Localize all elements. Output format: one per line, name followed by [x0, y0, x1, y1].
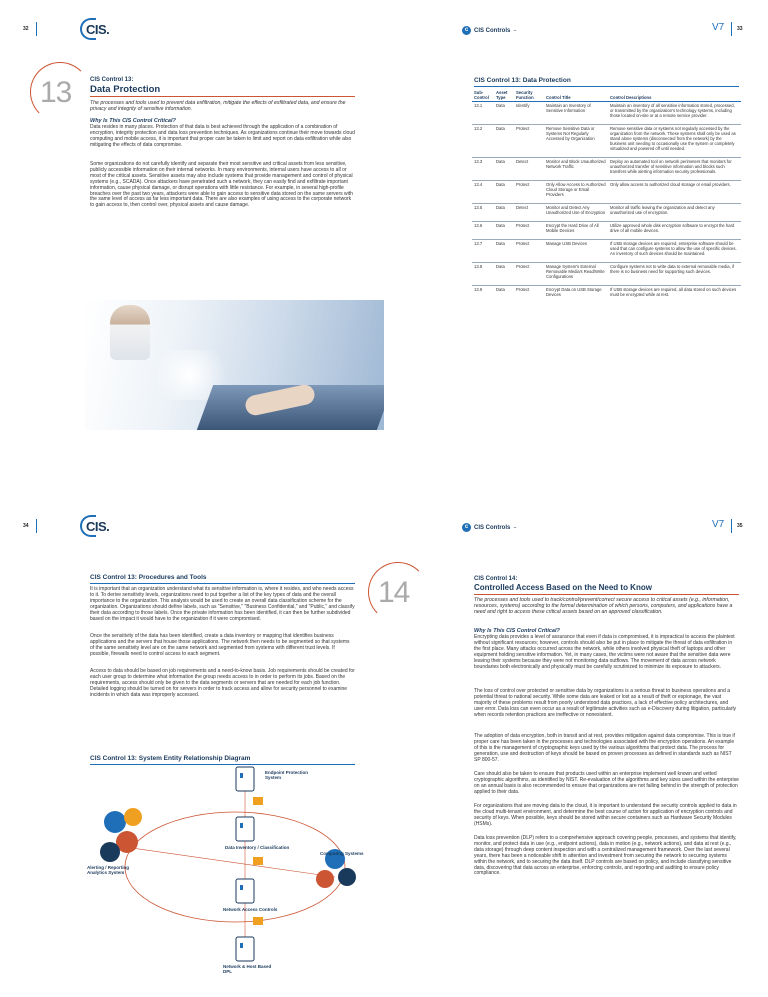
cell-control-title: Encrypt Data on USB Storage Devices: [544, 286, 608, 304]
label-nac: Network Access Controls: [223, 907, 278, 912]
cell-control-description: Monitor all traffic leaving the organization and detect any unauthorized use of encryption.: [608, 204, 741, 222]
control-title: Controlled Access Based on the Need to Know: [474, 583, 652, 592]
page-divider: [731, 519, 732, 533]
controls-table: [472, 89, 741, 303]
nac-server-icon: [236, 879, 254, 903]
version-label: V7: [712, 519, 725, 530]
table-row: [472, 263, 741, 286]
cell-control-title: Monitor and Block Unauthorized Network Traffic: [544, 158, 608, 181]
label-computing: Computing Systems: [320, 851, 364, 856]
cell-subcontrol: 13.3: [472, 158, 494, 181]
header-security-function: Security Function: [514, 89, 544, 102]
diagram-orbit: [125, 812, 345, 922]
cis-controls-logo-icon: c: [462, 26, 471, 35]
paragraph-2: Some organizations do not carefully identify and separate their most sensitive and critical assets from less sensitive, publicly accessible information on their internal networks. In many environments, internal users have access to all or most of the critical assets. Sensitive assets may also include systems that provide management and control of physical systems (e.g., SCADA). Once attackers have penetrated such a network, they can easily find and exfiltrate important information, cause physical damage, or disrupt operations with little resistance. For example, in several high-profile breaches over the past two years, attackers were able to gain access to sensitive data stored on the same servers with the same level of access as far less important data. There are also examples of using access to the corporate network to gain access to, then control over, physical assets and cause damage.: [90, 161, 353, 209]
cell-asset-type: Data: [494, 102, 514, 125]
table-row: [472, 286, 741, 304]
lock-icon: [253, 797, 263, 925]
cis-logo-arc-icon: [80, 515, 96, 537]
alerting-cluster-icon: [100, 808, 142, 862]
page-number: 32: [23, 26, 29, 32]
cell-subcontrol: 13.9: [472, 286, 494, 304]
page-32: [0, 0, 384, 497]
cell-asset-type: Data: [494, 181, 514, 204]
cell-security-function: Protect: [514, 222, 544, 240]
cis-logo: CIS.: [86, 22, 109, 37]
control-number: 14: [378, 576, 410, 609]
paragraph-3: The adoption of data encryption, both in transit and at rest, provides mitigation against data compromise. This is true if proper care has been taken in the processes and technologies associated with the encryption operations. An example of this is the management of cryptographic keys used by the various algorithms that protect data. The process for generation, use and destruction of keys should be based on proven processes as defined in standards such as NIST SP 800-57.: [474, 733, 735, 763]
cell-control-description: Remove sensitive data or systems not regularly accessed by the organization from the network. These systems shall only be used as stand alone systems (disconnected from the network) by the business unit needing to occasionally use the system or completely virtualized and powered off until needed.: [608, 125, 741, 158]
header-control-descriptions: Control Descriptions: [608, 89, 741, 102]
cell-subcontrol: 13.1: [472, 102, 494, 125]
cell-security-function: Protect: [514, 181, 544, 204]
label-alerting: Alerting / Reporting Analytics System: [87, 865, 129, 875]
page-divider: [731, 22, 732, 36]
cell-subcontrol: 13.7: [472, 240, 494, 263]
cell-security-function: Protect: [514, 263, 544, 286]
dpl-server-icon: [236, 937, 254, 961]
cell-security-function: Protect: [514, 240, 544, 263]
cell-security-function: Detect: [514, 158, 544, 181]
cis-logo: CIS.: [86, 519, 109, 534]
person-image: [110, 305, 150, 360]
header-control-title: Control Title: [544, 89, 608, 102]
endpoint-server-icon: [236, 767, 254, 791]
page-divider: [36, 519, 37, 533]
cell-control-description: Deploy an automated tool on network perimeters that monitors for unauthorized transfer of sensitive information and blocks such transfers while alerting information security professionals.: [608, 158, 741, 181]
cell-security-function: Protect: [514, 286, 544, 304]
cell-asset-type: Data: [494, 158, 514, 181]
diagram-svg: [85, 767, 375, 992]
paragraph-1: Encrypting data provides a level of assurance that even if data is compromised, it is impractical to access the plaintext without significant resources; however, controls should also be put in place to mitigate the threat of data exfiltration in the first place. Many attacks occurred across the network, while others involved physical theft of laptops and other equipment holding sensitive information. Yet, in many cases, the victims were not aware that the sensitive data were leaving their systems because they were not monitoring data outflows. The movement of data across network boundaries both electronically and physically must be carefully scrutinized to minimize its exposure to attackers.: [474, 634, 735, 670]
version-label: V7: [712, 22, 725, 33]
cis-logo-arc-icon: [80, 18, 96, 40]
cell-security-function: Identify: [514, 102, 544, 125]
cell-security-function: Detect: [514, 204, 544, 222]
inventory-server-icon: [236, 817, 254, 841]
control-intro: The processes and tools used to prevent data exfiltration, mitigate the effects of exfiltrated data, and ensure the privacy and integrity of sensitive information.: [90, 100, 346, 112]
cell-security-function: Protect: [514, 125, 544, 158]
table-header-row: [472, 89, 741, 102]
table-row: [472, 181, 741, 204]
page-33: [384, 0, 768, 497]
paragraph-6: Data loss prevention (DLP) refers to a comprehensive approach covering people, processes, and systems that identify, monitor, and protect data in use (e.g., endpoint actions), data in motion (e.g., network actions), and data at rest (e.g., data storage) through deep content inspection and with a centralized management framework. Over the last several years, there has been a noticeable shift in attention and investment from securing the network to securing systems within the network, and to securing the data itself. DLP controls are based on policy, and include classifying sensitive data, discovering that data across an enterprise, enforcing controls, and reporting and auditing to ensure policy compliance.: [474, 835, 737, 877]
control-label: CIS Control 13:: [90, 77, 134, 83]
table-row: [472, 222, 741, 240]
paragraph-5: For organizations that are moving data to the cloud, it is important to understand the security controls applied to data in the cloud multi-tenant environment, and determine the best course of action for application of encryption controls and security of keys. When possible, keys should be stored within secure containers such as Hardware Security Modules (HSMs).: [474, 803, 737, 827]
cell-control-description: Only allow access to authorized cloud storage or email providers.: [608, 181, 741, 204]
page-number: 35: [737, 523, 743, 529]
control-label: CIS Control 14:: [474, 576, 518, 582]
cis-controls-logo: c CIS Controls ™: [462, 523, 516, 532]
paragraph-1: Data resides in many places. Protection of that data is best achieved through the application of a combination of encryption, integrity protection and data loss prevention techniques. As organizations continue their move towards cloud computing and mobile access, it is important that proper care be taken to limit and report on data exfiltration while also mitigating the effects of data compromise.: [90, 124, 355, 148]
header-asset-type: Asset Type: [494, 89, 514, 102]
procedures-rule: [90, 583, 355, 584]
cell-control-description: If USB storage devices are required, enterprise software should be used that can configure systems to allow the use of specific devices. An inventory of such devices should be maintained.: [608, 240, 741, 263]
cell-subcontrol: 13.2: [472, 125, 494, 158]
cis-controls-logo: c CIS Controls ™: [462, 26, 516, 35]
cell-subcontrol: 13.8: [472, 263, 494, 286]
table-row: [472, 204, 741, 222]
label-endpoint: Endpoint Protection System: [265, 770, 308, 780]
cell-control-title: Remove Sensitive Data or Systems Not Regularly Accessed by Organization: [544, 125, 608, 158]
page-number: 34: [23, 523, 29, 529]
table-title-rule: [474, 86, 739, 87]
why-heading: Why Is This CIS Control Critical?: [474, 628, 560, 634]
control-number: 13: [40, 76, 72, 109]
cell-asset-type: Data: [494, 286, 514, 304]
cell-asset-type: Data: [494, 240, 514, 263]
office-photo: [85, 300, 384, 430]
label-inventory: Data Inventory / Classification: [225, 845, 290, 850]
why-heading: Why Is This CIS Control Critical?: [90, 118, 176, 124]
entity-relationship-diagram: [85, 767, 375, 992]
cell-subcontrol: 13.6: [472, 222, 494, 240]
cell-asset-type: Data: [494, 125, 514, 158]
cell-subcontrol: 13.5: [472, 204, 494, 222]
page-35: [378, 497, 768, 994]
cell-control-title: Manage USB Devices: [544, 240, 608, 263]
cell-control-description: Maintain an inventory of all sensitive information stored, processed, or transmitted by the organization's technology systems, including those located on-site or at a remote service provider.: [608, 102, 741, 125]
page-number: 33: [737, 26, 743, 32]
cell-control-description: If USB storage devices are required, all data stored on such devices must be encrypted while at rest.: [608, 286, 741, 304]
table-row: [472, 158, 741, 181]
table-row: [472, 102, 741, 125]
paragraph-2: The loss of control over protected or sensitive data by organizations is a serious threat to business operations and a potential threat to national security. While some data are leaked or lost as a result of theft or espionage, the vast majority of these problems result from poorly understood data practices, a lack of effective policy architectures, and user error. Data loss can even occur as a result of legitimate activities such as e-Discovery during litigation, particularly when records retention practices are ineffective or nonexistent.: [474, 688, 737, 718]
diagram-title-rule: [90, 764, 355, 765]
control-intro: The processes and tools used to track/control/prevent/correct secure access to critical assets (e.g., information, resources, systems) according to the formal determination of which persons, computers, and applications have a need and right to access these critical assets based on an approved classification.: [474, 597, 733, 615]
cell-control-title: Maintain an Inventory of Sensitive Information: [544, 102, 608, 125]
paragraph-4: Care should also be taken to ensure that products used within an enterprise implement well known and vetted cryptographic algorithms, as identified by NIST. Re-evaluation of the algorithms and key sizes used within the enterprise on an annual basis is also recommended to ensure that organizations are not falling behind in the strength of protection applied to their data.: [474, 771, 739, 795]
cell-control-title: Only Allow Access to Authorized Cloud Storage or Email Providers: [544, 181, 608, 204]
table-row: [472, 125, 741, 158]
page-divider: [36, 22, 37, 36]
cell-asset-type: Data: [494, 222, 514, 240]
control-title: Data Protection: [90, 84, 161, 95]
cell-control-title: Encrypt the Hard Drive of All Mobile Devices: [544, 222, 608, 240]
table-row: [472, 240, 741, 263]
procedures-paragraph-3: Access to data should be based on job requirements and a need-to-know basis. Job requirements should be created for each user group to determine what information the group needs access to in order to perform its jobs. Based on the requirements, access should only be given to the data segments or servers that are needed for each job function. Detailed logging should be turned on for servers in order to track access and allow for security personnel to examine incidents in which data was improperly accessed.: [90, 668, 355, 698]
cell-asset-type: Data: [494, 204, 514, 222]
title-rule: [474, 594, 739, 595]
cell-control-title: Manage System's External Removable Media's Read/Write Configurations: [544, 263, 608, 286]
header-subcontrol: Sub-Control: [472, 89, 494, 102]
table-body: [472, 102, 741, 304]
title-rule: [90, 96, 355, 97]
label-dpl: Network & Host Based DPL: [223, 964, 272, 974]
cell-control-title: Monitor and Detect Any Unauthorized Use of Encryption: [544, 204, 608, 222]
procedures-paragraph-1: It is important that an organization understand what its sensitive information is, where it resides, and who needs access to it. To derive sensitivity levels, organizations need to put together a list of the key types of data and the overall importance to the organization. This analysis would be used to create an overall data classification scheme for the organization. Organizations should define labels, such as "Sensitive," "Business Confidential," and "Public," and classify their data according to those labels. Once the private information has been identified, it can then be further subdivided based on the impact it would have to the organization if it were compromised.: [90, 586, 355, 622]
procedures-paragraph-2: Once the sensitivity of the data has been identified, create a data inventory or mapping that identifies business applications and the servers that house those applications. The network then needs to be segmented so that systems of the same sensitivity level are on the same network and segmented from systems with different trust levels. If possible, firewalls need to control access to each segment.: [90, 633, 350, 657]
procedures-title: CIS Control 13: Procedures and Tools: [90, 574, 207, 581]
table-title: CIS Control 13: Data Protection: [474, 77, 571, 84]
cell-control-description: Configure systems not to write data to external removable media, if there is no business need for supporting such devices.: [608, 263, 741, 286]
cell-asset-type: Data: [494, 263, 514, 286]
cell-subcontrol: 13.4: [472, 181, 494, 204]
cis-controls-logo-icon: c: [462, 523, 471, 532]
page-34: [0, 497, 384, 994]
cell-control-description: Utilize approved whole disk encryption software to encrypt the hard drive of all mobile devices.: [608, 222, 741, 240]
diagram-title: CIS Control 13: System Entity Relationship Diagram: [90, 755, 251, 762]
